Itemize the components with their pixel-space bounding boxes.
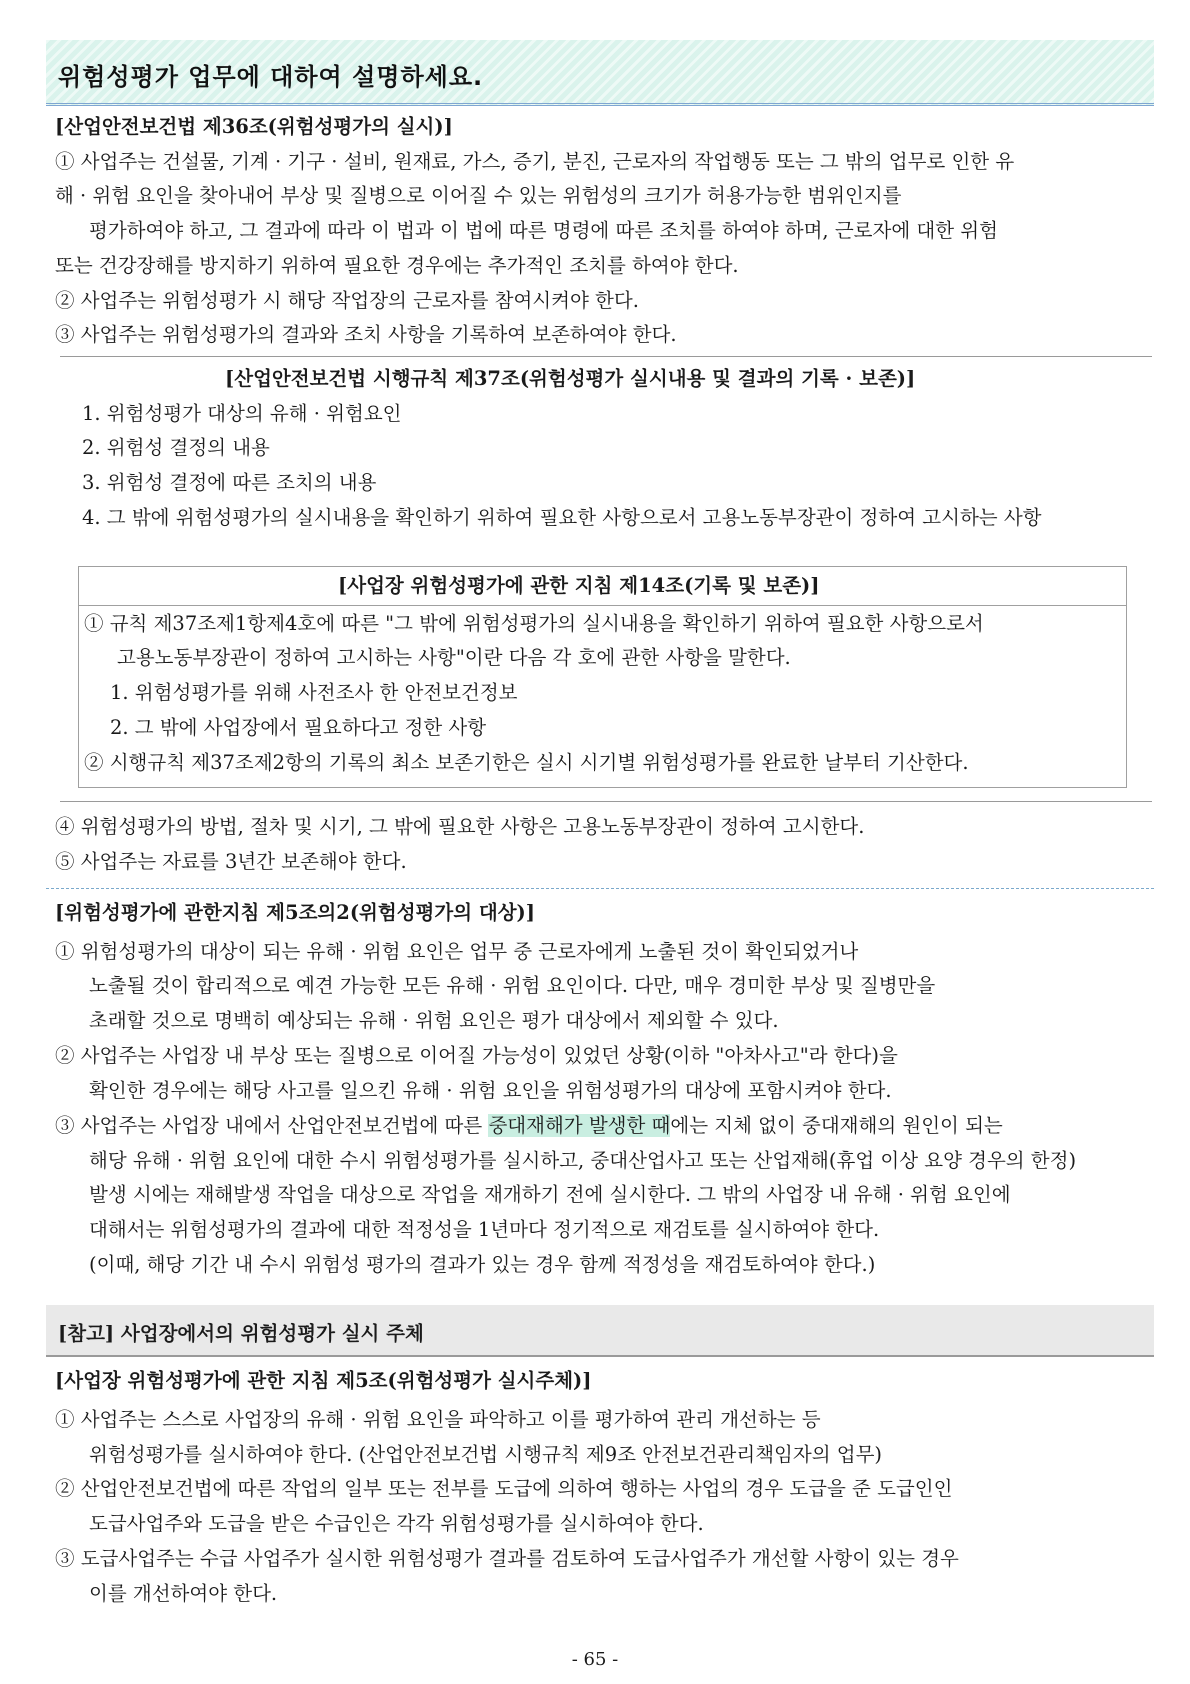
reference-bar xyxy=(46,1305,1154,1357)
guideline14-line: 2. 그 밖에 사업장에서 필요하다고 정한 사항 xyxy=(110,716,487,739)
guideline14-heading: [사업장 위험성평가에 관한 지침 제14조(기록 및 보존)] xyxy=(338,574,820,597)
art36-cont-line: ⑤ 사업주는 자료를 3년간 보존해야 한다. xyxy=(55,850,407,873)
art36-heading: [산업안전보건법 제36조(위험성평가의 실시)] xyxy=(55,115,453,138)
title-banner xyxy=(46,40,1154,106)
reference-heading: [사업장 위험성평가에 관한 지침 제5조(위험성평가 실시주체)] xyxy=(55,1369,592,1392)
reference-bar-title: [참고] 사업장에서의 위험성평가 실시 주체 xyxy=(58,1322,424,1345)
item3-text-pre: ③ 사업주는 사업장 내에서 산업안전보건법에 따른 xyxy=(55,1114,489,1137)
guideline5-2-heading: [위험성평가에 관한지침 제5조의2(위험성평가의 대상)] xyxy=(55,901,535,924)
dashed-divider xyxy=(46,888,1154,889)
art36-line: 평가하여야 하고, 그 결과에 따라 이 법과 이 법에 따른 명령에 따른 조치를 하여야 하며, 근로자에 대한 위험 xyxy=(89,219,998,242)
rule37-heading: [산업안전보건법 시행규칙 제37조(위험성평가 실시내용 및 결과의 기록 · 보존)] xyxy=(225,367,916,390)
rule37-item: 4. 그 밖에 위험성평가의 실시내용을 확인하기 위하여 필요한 사항으로서 고용노동부장관이 정하여 고시하는 사항 xyxy=(82,506,1042,529)
guideline5-2-line: ② 사업주는 사업장 내 부상 또는 질병으로 이어질 가능성이 있었던 상황(이하 "아차사고"라 한다)을 xyxy=(55,1044,898,1067)
art36-line: ① 사업주는 건설물, 기계 · 기구 · 설비, 원재료, 가스, 증기, 분진, 근로자의 작업행동 또는 그 밖의 업무로 인한 유 xyxy=(55,150,1015,173)
page-title: 위험성평가 업무에 대하여 설명하세요. xyxy=(58,63,484,91)
reference-line: ① 사업주는 스스로 사업장의 유해 · 위험 요인을 파악하고 이를 평가하여 관리 개선하는 등 xyxy=(55,1408,821,1431)
guideline5-2-line: 초래할 것으로 명백히 예상되는 유해 · 위험 요인은 평가 대상에서 제외할 수 있다. xyxy=(89,1009,779,1032)
art36-line: ② 사업주는 위험성평가 시 해당 작업장의 근로자를 참여시켜야 한다. xyxy=(55,289,639,312)
guideline14-line: ① 규칙 제37조제1항제4호에 따른 "그 밖에 위험성평가의 실시내용을 확인하기 위하여 필요한 사항으로서 xyxy=(84,612,984,635)
art36-cont-line: ④ 위험성평가의 방법, 절차 및 시기, 그 밖에 필요한 사항은 고용노동부장관이 정하여 고시한다. xyxy=(55,815,865,838)
guideline5-2-line: 발생 시에는 재해발생 작업을 대상으로 작업을 재개하기 전에 실시한다. 그 밖의 사업장 내 유해 · 위험 요인에 xyxy=(89,1183,1011,1206)
guideline5-2-line: (이때, 해당 기간 내 수시 위험성 평가의 결과가 있는 경우 함께 적정성을 재검토하여야 한다.) xyxy=(89,1253,876,1276)
guideline14-line: ② 시행규칙 제37조제2항의 기록의 최소 보존기한은 실시 시기별 위험성평가를 완료한 날부터 기산한다. xyxy=(84,751,969,774)
section-divider xyxy=(60,801,1152,802)
reference-line: 이를 개선하여야 한다. xyxy=(89,1582,278,1605)
art36-line: ③ 사업주는 위험성평가의 결과와 조치 사항을 기록하여 보존하여야 한다. xyxy=(55,323,677,346)
guideline5-2-line: 대해서는 위험성평가의 결과에 대한 적정성을 1년마다 정기적으로 재검토를 실시하여야 한다. xyxy=(89,1218,880,1241)
reference-line: 위험성평가를 실시하여야 한다. (산업안전보건법 시행규칙 제9조 안전보건관리책임자의 업무) xyxy=(89,1443,883,1466)
guideline14-line: 고용노동부장관이 정하여 고시하는 사항"이란 다음 각 호에 관한 사항을 말한다. xyxy=(117,646,791,669)
guideline5-2-line: 확인한 경우에는 해당 사고를 일으킨 유해 · 위험 요인을 위험성평가의 대상에 포함시켜야 한다. xyxy=(89,1079,892,1102)
guideline14-line: 1. 위험성평가를 위해 사전조사 한 안전보건정보 xyxy=(110,681,518,704)
rule37-item: 3. 위험성 결정에 따른 조치의 내용 xyxy=(82,471,377,494)
reference-line: 도급사업주와 도급을 받은 수급인은 각각 위험성평가를 실시하여야 한다. xyxy=(89,1512,704,1535)
item3-text-post: 에는 지체 없이 중대재해의 원인이 되는 xyxy=(670,1114,1003,1137)
rule37-item: 1. 위험성평가 대상의 유해 · 위험요인 xyxy=(82,402,402,425)
guideline5-2-item3 xyxy=(55,1113,1003,1139)
art36-line: 해 · 위험 요인을 찾아내어 부상 및 질병으로 이어질 수 있는 위험성의 크기가 허용가능한 범위인지를 xyxy=(55,184,902,207)
guideline5-2-line: 해당 유해 · 위험 요인에 대한 수시 위험성평가를 실시하고, 중대산업사고 또는 산업재해(휴업 이상 요양 경우의 한정) xyxy=(89,1149,1077,1172)
guideline5-2-line: ① 위험성평가의 대상이 되는 유해 · 위험 요인은 업무 중 근로자에게 노출된 것이 확인되었거나 xyxy=(55,940,859,963)
box-divider xyxy=(79,605,1126,606)
art36-line: 또는 건강장해를 방지하기 위하여 필요한 경우에는 추가적인 조치를 하여야 한다. xyxy=(55,254,739,277)
rule37-item: 2. 위험성 결정의 내용 xyxy=(82,436,270,459)
reference-line: ② 산업안전보건법에 따른 작업의 일부 또는 전부를 도급에 의하여 행하는 사업의 경우 도급을 준 도급인인 xyxy=(55,1477,953,1500)
guideline5-2-line: 노출될 것이 합리적으로 예견 가능한 모든 유해 · 위험 요인이다. 다만, 매우 경미한 부상 및 질병만을 xyxy=(89,974,936,997)
page-number: - 65 - xyxy=(571,1649,619,1670)
reference-line: ③ 도급사업주는 수급 사업주가 실시한 위험성평가 결과를 검토하여 도급사업주가 개선할 사항이 있는 경우 xyxy=(55,1547,959,1570)
section-divider xyxy=(60,356,1152,357)
highlighted-text: 중대재해가 발생한 때 xyxy=(488,1114,671,1137)
